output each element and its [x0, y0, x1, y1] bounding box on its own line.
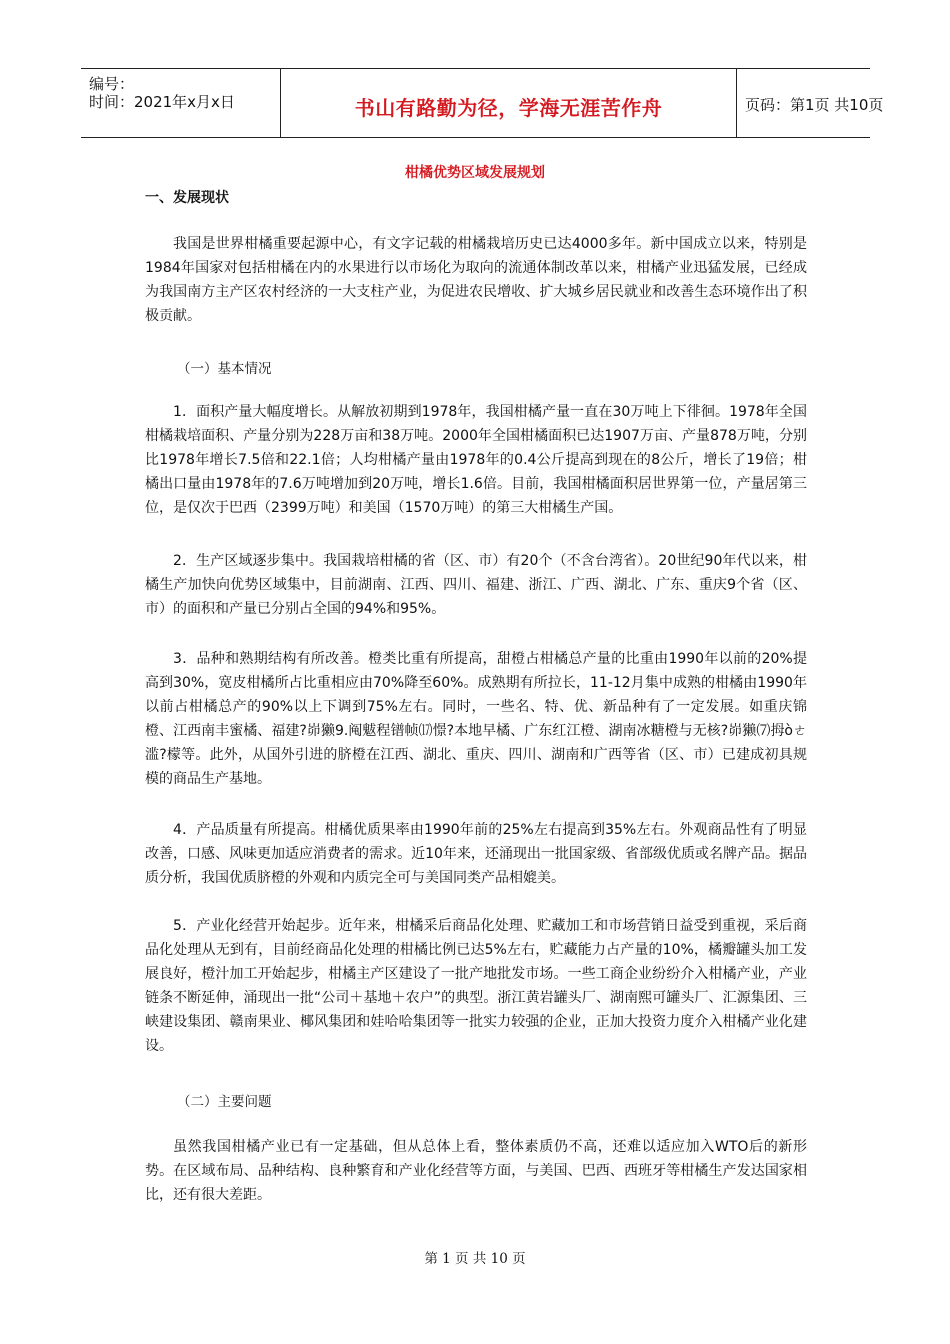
header-middle-cell — [281, 69, 737, 137]
date-label: 时间：2021年x月x日 — [89, 93, 235, 111]
header-right-cell — [737, 69, 884, 137]
header-table — [81, 68, 884, 138]
serial-number-label: 编号： — [89, 75, 135, 93]
header-left-cell — [81, 69, 281, 137]
intro-paragraph: 我国是世界柑橘重要起源中心，有文字记载的柑橘栽培历史已达4000多年。新中国成立以来，特别是1984年国家对包括柑橘在内的水果进行以市场化为取向的流通体制改革以来，柑橘产业迅猛发展，已经成为我国南方主产区农村经济的一大支柱产业，为促进农民增收、扩大城乡居民就业和改善生态环境作出了积极贡献。 — [145, 236, 807, 324]
paragraph-item-3: 3．品种和熟期结构有所改善。橙类比重有所提高，甜橙占柑橘总产量的比重由1990年以前的20%提高到30%，宽皮柑橘所占比重相应由70%降至60%。成熟期有所拉长，11-12月集中成熟的柑橘由1990年以前占柑橘总产的90%以上下调到75%左右。同时，一些名、特、优、新品种有了一定发展。如重庆锦橙、江西南丰蜜橘、福建?峁獭9.阄魃程镨帧⒄憬?本地早橘、广东红江橙、湖南冰糖橙与无核?峁獭⑺拇òㄜ滥?檬等。此外，从国外引进的脐橙在江西、湖北、重庆、四川、湖南和广西等省（区、市）已建成初具规模的商品生产基地。 — [145, 651, 807, 787]
paragraph-item-4: 4．产品质量有所提高。柑橘优质果率由1990年前的25%左右提高到35%左右。外观商品性有了明显改善，口感、风味更加适应消费者的需求。近10年来，还涌现出一批国家级、省部级优质或名牌产品。据品质分析，我国优质脐橙的外观和内质完全可与美国同类产品相媲美。 — [145, 822, 807, 886]
motto-text: 书山有路勤为径，学海无涯苦作舟 — [354, 96, 663, 120]
paragraph-item-5: 5．产业化经营开始起步。近年来，柑橘采后商品化处理、贮藏加工和市场营销日益受到重视，采后商品化处理从无到有，目前经商品化处理的柑橘比例已达5%左右，贮藏能力占产量的10%，橘瓣罐头加工发展良好，橙汁加工开始起步，柑橘主产区建设了一批产地批发市场。一些工商企业纷纷介入柑橘产业，产业链条不断延伸，涌现出一批“公司＋基地＋农户”的典型。浙江黄岩罐头厂、湖南熙可罐头厂、汇源集团、三峡建设集团、赣南果业、椰风集团和娃哈哈集团等一批实力较强的企业，正加大投资力度介入柑橘产业化建设。 — [145, 918, 807, 1054]
problems-paragraph: 虽然我国柑橘产业已有一定基础，但从总体上看，整体素质仍不高，还难以适应加入WTO后的新形势。在区域布局、品种结构、良种繁育和产业化经营等方面，与美国、巴西、西班牙等柑橘生产发达国家相比，还有很大差距。 — [145, 1139, 807, 1203]
document-title: 柑橘优势区域发展规划 — [405, 165, 545, 181]
page-info: 页码：第1页 共10页 — [745, 96, 884, 114]
section-heading: 一、发展现状 — [145, 190, 229, 206]
paragraph-item-1: 1．面积产量大幅度增长。从解放初期到1978年，我国柑橘产量一直在30万吨上下徘徊。1978年全国柑橘栽培面积、产量分别为228万亩和38万吨。2000年全国柑橘面积已达1907万亩、产量878万吨，分别比1978年增长7.5倍和22.1倍；人均柑橘产量由1978年的0.4公斤提高到现在的8公斤，增长了19倍；柑橘出口量由1978年的7.6万吨增加到20万吨，增长1.6倍。目前，我国柑橘面积居世界第一位，产量居第三位，是仅次于巴西（2399万吨）和美国（1570万吨）的第三大柑橘生产国。 — [145, 404, 807, 516]
paragraph-item-2: 2．生产区域逐步集中。我国栽培柑橘的省（区、市）有20个（不含台湾省）。20世纪90年代以来，柑橘生产加快向优势区域集中，目前湖南、江西、四川、福建、浙江、广西、湖北、广东、重庆9个省（区、市）的面积和产量已分别占全国的94%和95%。 — [145, 553, 807, 617]
subsection-heading-basic: （一）基本情况 — [177, 361, 272, 377]
page-footer: 第 1 页 共 10 页 — [424, 1251, 526, 1267]
subsection-heading-problems: （二）主要问题 — [177, 1094, 272, 1110]
